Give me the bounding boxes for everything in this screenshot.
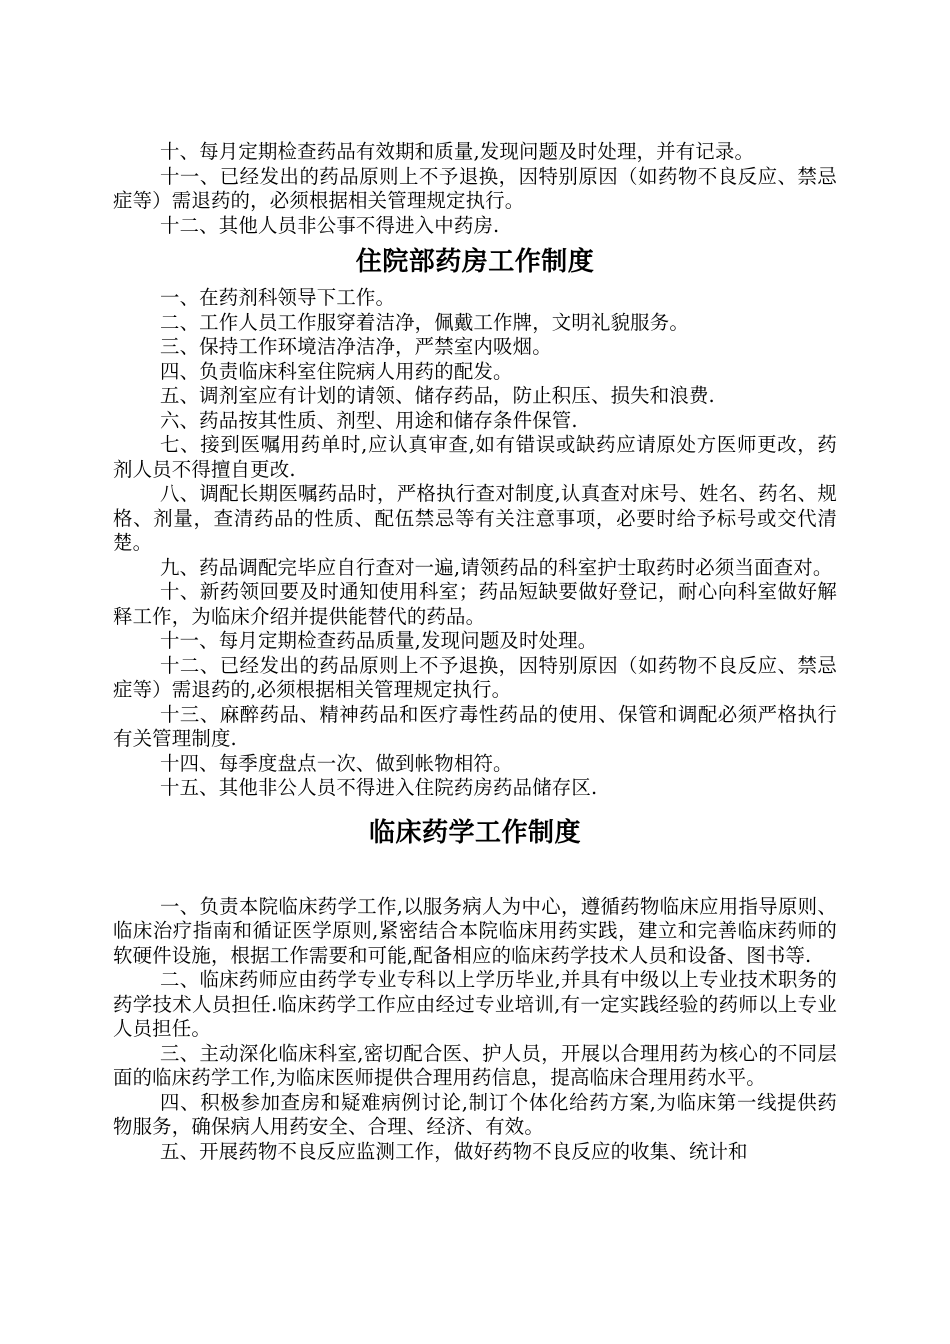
paragraph: 十、新药领回要及时通知使用科室；药品短缺要做好登记，耐心向科室做好解释工作，为临床介绍并提供能替代的药品。 xyxy=(113,580,837,628)
paragraph: 十二、已经发出的药品原则上不予退换，因特别原因（如药物不良反应、禁忌症等）需退药的,必须根据相关管理规定执行。 xyxy=(113,653,837,701)
paragraph: 十二、其他人员非公事不得进入中药房. xyxy=(160,213,500,237)
paragraph: 十五、其他非公人员不得进入住院药房药品储存区. xyxy=(160,776,598,799)
paragraph: 三、保持工作环境洁净洁净，严禁室内吸烟。 xyxy=(160,335,552,358)
paragraph: 五、调剂室应有计划的请领、储存药品，防止积压、损失和浪费. xyxy=(160,384,715,407)
paragraph: 一、负责本院临床药学工作,以服务病人为中心，遵循药物临床应用指导原则、临床治疗指南和循证医学原则,紧密结合本院临床用药实践，建立和完善临床药师的软硬件设施，根据工作需要和可能,配备相应的临床药学技术人员和设备、图书等. xyxy=(113,894,837,967)
paragraph: 二、工作人员工作服穿着洁净，佩戴工作牌，文明礼貌服务。 xyxy=(160,310,689,334)
paragraph: 一、在药剂科领导下工作。 xyxy=(160,286,396,309)
paragraph: 八、调配长期医嘱药品时，严格执行查对制度,认真查对床号、姓名、药名、规格、剂量，查清药品的性质、配伍禁忌等有关注意事项，必要时给予标号或交代清楚。 xyxy=(113,482,837,554)
section-title-inpatient-pharmacy: 住院部药房工作制度 xyxy=(355,247,595,277)
document-body xyxy=(113,140,837,1164)
paragraph: 三、主动深化临床科室,密切配合医、护人员，开展以合理用药为核心的不同层面的临床药学工作,为临床医师提供合理用药信息，提高临床合理用药水平。 xyxy=(113,1041,837,1089)
paragraph: 十、每月定期检查药品有效期和质量,发现问题及时处理，并有记录。 xyxy=(160,140,755,163)
paragraph: 十一、已经发出的药品原则上不予退换，因特别原因（如药物不良反应、禁忌症等）需退药的，必须根据相关管理规定执行。 xyxy=(113,164,837,212)
paragraph: 十一、每月定期检查药品质量,发现问题及时处理。 xyxy=(160,629,598,652)
paragraph: 二、临床药师应由药学专业专科以上学历毕业,并具有中级以上专业技术职务的药学技术人员担任.临床药学工作应由经过专业培训,有一定实践经验的药师以上专业人员担任。 xyxy=(113,968,837,1040)
paragraph: 五、开展药物不良反应监测工作，做好药物不良反应的收集、统计和 xyxy=(160,1139,748,1163)
paragraph: 十三、麻醉药品、精神药品和医疗毒性药品的使用、保管和调配必须严格执行有关管理制度. xyxy=(113,702,837,750)
section-title-clinical-pharmacy: 临床药学工作制度 xyxy=(368,817,581,848)
paragraph: 六、药品按其性质、剂型、用途和储存条件保管. xyxy=(160,408,578,432)
paragraph: 七、接到医嘱用药单时,应认真审查,如有错误或缺药应请原处方医师更改，药剂人员不得擅自更改. xyxy=(113,433,837,481)
paragraph: 九、药品调配完毕应自行查对一遍,请领药品的科室护士取药时必须当面查对。 xyxy=(160,555,833,579)
paragraph: 十四、每季度盘点一次、做到帐物相符。 xyxy=(160,751,513,775)
paragraph: 四、负责临床科室住院病人用药的配发。 xyxy=(160,359,513,383)
paragraph: 四、积极参加查房和疑难病例讨论,制订个体化给药方案,为临床第一线提供药物服务，确保病人用药安全、合理、经济、有效。 xyxy=(113,1090,837,1138)
